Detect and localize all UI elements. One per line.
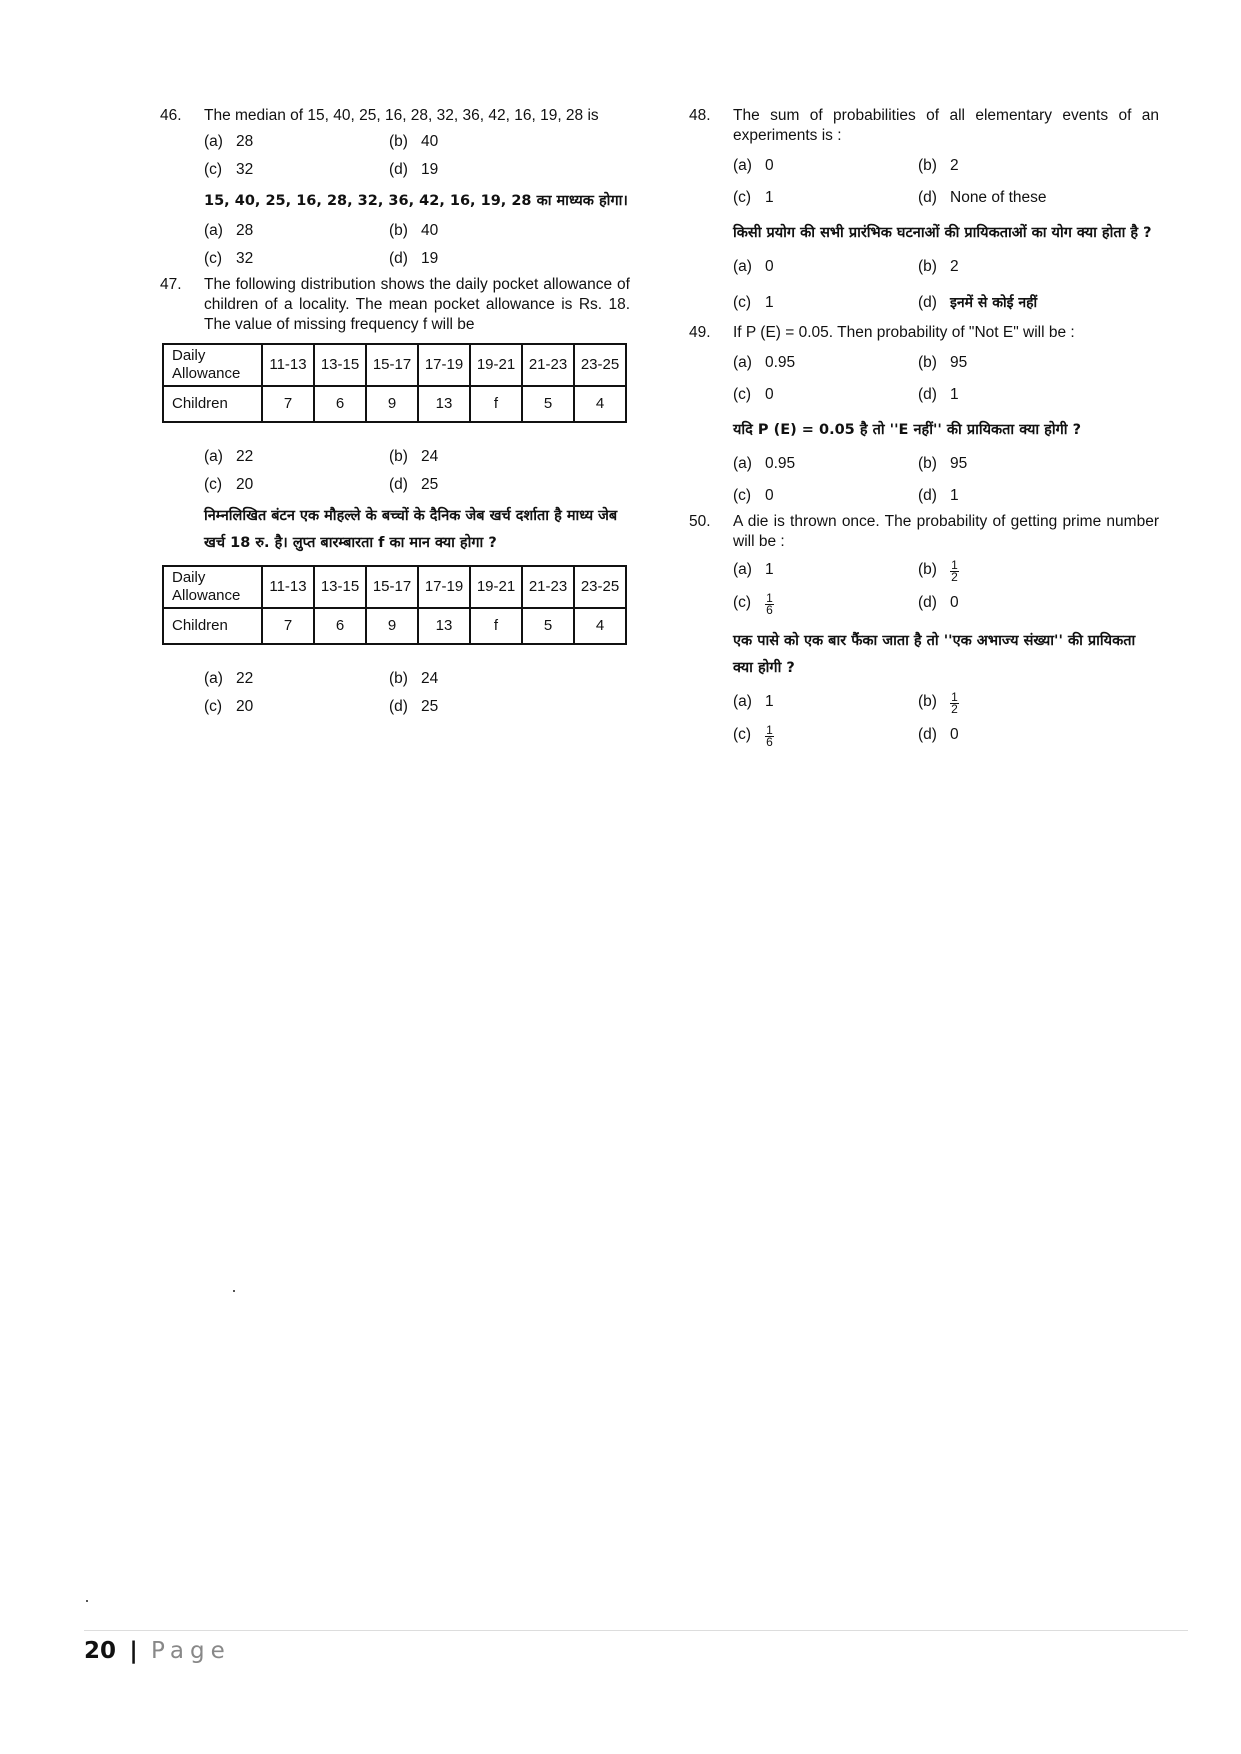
scan-speck — [233, 1290, 235, 1292]
table-cell: 4 — [574, 608, 626, 644]
page-number: 20 — [84, 1638, 117, 1664]
option-d: (d) 19 — [389, 161, 439, 178]
option-b: (b) 95 — [918, 455, 968, 472]
question-text: If P (E) = 0.05. Then probability of "Not E" will be : — [733, 324, 1075, 341]
distribution-table-hindi — [162, 565, 627, 645]
table-header-label: Daily Allowance — [163, 344, 262, 386]
option-c: (c) 0 — [733, 487, 774, 504]
option-c: (c) 20 — [204, 476, 254, 493]
question-hindi-text: 15, 40, 25, 16, 28, 32, 36, 42, 16, 19, 28 का माध्यक होगा। — [204, 193, 628, 209]
footer-separator: | — [129, 1638, 138, 1664]
option-a: (a) 0.95 — [733, 455, 796, 472]
table-cell: 13-15 — [314, 344, 366, 386]
table-cell: 7 — [262, 608, 314, 644]
table-cell: 4 — [574, 386, 626, 422]
question-number: 47. — [160, 276, 182, 293]
question-hindi-text: किसी प्रयोग की सभी प्रारंभिक घटनाओं की प्रायिकताओं का योग क्या होता है ? — [733, 225, 1152, 241]
table-cell: 9 — [366, 386, 418, 422]
table-cell: 11-13 — [262, 566, 314, 608]
option-a: (a) 28 — [204, 222, 254, 239]
table-cell: 6 — [314, 608, 366, 644]
question-46 — [160, 106, 630, 126]
table-cell: 11-13 — [262, 344, 314, 386]
option-a: (a) 1 — [733, 693, 774, 710]
table-cell: 6 — [314, 386, 366, 422]
footer-rule — [84, 1630, 1188, 1631]
question-number: 49. — [689, 324, 711, 341]
option-d: (d) 1 — [918, 386, 959, 403]
option-d: (d) 1 — [918, 487, 959, 504]
option-c: (c) 1 — [733, 189, 774, 206]
question-50 — [689, 512, 1159, 552]
question-text: A die is thrown once. The probability of getting prime number will be : — [733, 513, 1159, 550]
table-cell: 21-23 — [522, 344, 574, 386]
table-cell: 7 — [262, 386, 314, 422]
table-cell: 13 — [418, 608, 470, 644]
option-d: (d) 0 — [918, 594, 959, 611]
question-text: The following distribution shows the daily pocket allowance of children of a locality. The mean pocket allowance is Rs. 18. The value of missing frequency f will be — [204, 276, 630, 333]
table-cell: 13-15 — [314, 566, 366, 608]
question-number: 48. — [689, 107, 711, 124]
right-column — [689, 106, 1159, 748]
table-cell: 21-23 — [522, 566, 574, 608]
option-d: (d) None of these — [918, 189, 1047, 206]
table-cell: f — [470, 386, 522, 422]
table-row — [163, 344, 626, 386]
table-cell: 5 — [522, 386, 574, 422]
option-a: (a) 0 — [733, 258, 774, 275]
table-cell: 17-19 — [418, 344, 470, 386]
hindi-options-47 — [204, 669, 630, 717]
option-a: (a) 0.95 — [733, 354, 796, 371]
option-b: (b) 2 — [918, 258, 959, 275]
table-cell: 13 — [418, 386, 470, 422]
page-footer — [84, 1638, 231, 1664]
option-d: (d) इनमें से कोई नहीं — [918, 294, 1038, 311]
option-c: (c) $\frac{1}{6}$ — [733, 591, 773, 617]
table-cell: 9 — [366, 608, 418, 644]
options-49 — [733, 353, 1159, 405]
hindi-options-48 — [733, 257, 1159, 313]
fraction: $\frac{1}{2}$ — [951, 558, 958, 584]
question-48 — [689, 106, 1159, 146]
options-50 — [733, 560, 1159, 616]
question-number: 50. — [689, 513, 711, 530]
options-48 — [733, 156, 1159, 208]
table-cell: 19-21 — [470, 344, 522, 386]
question-hindi-text: यदि P (E) = 0.05 है तो ''E नहीं'' की प्रायिकता क्या होगी ? — [733, 422, 1082, 438]
question-hindi-text: निम्नलिखित बंटन एक मौहल्ले के बच्चों के दैनिक जेब खर्च दर्शाता है माध्य जेब खर्च 18 रु. है। लुप्त बारम्बारता f का मान क्या होगा ? — [204, 508, 618, 551]
question-text: The sum of probabilities of all elementary events of an experiments is : — [733, 107, 1159, 144]
option-d: (d) 0 — [918, 726, 959, 743]
page-word: Page — [151, 1638, 231, 1664]
question-number: 46. — [160, 107, 182, 124]
option-d: (d) 25 — [389, 476, 439, 493]
question-47 — [160, 275, 630, 335]
table-header-label: Daily Allowance — [163, 566, 262, 608]
fraction: $\frac{1}{6}$ — [766, 723, 773, 749]
option-b: (b) 24 — [389, 448, 439, 465]
option-b: (b) 40 — [389, 133, 439, 150]
option-c: (c) 1 — [733, 294, 774, 311]
options-47 — [204, 447, 630, 495]
option-c: (c) 32 — [204, 250, 254, 267]
distribution-table — [162, 343, 627, 423]
option-c: (c) 0 — [733, 386, 774, 403]
option-a: (a) 22 — [204, 670, 254, 687]
table-row-label: Children — [163, 608, 262, 644]
hindi-options-46 — [204, 221, 630, 269]
left-column — [160, 106, 630, 717]
table-cell: 17-19 — [418, 566, 470, 608]
option-a: (a) 1 — [733, 561, 774, 578]
option-c: (c) $\frac{1}{6}$ — [733, 723, 773, 749]
option-b: (b) $\frac{1}{2}$ — [918, 690, 958, 716]
table-row — [163, 608, 626, 644]
options-46 — [204, 132, 630, 180]
option-a: (a) 0 — [733, 157, 774, 174]
scan-speck — [86, 1600, 88, 1602]
option-c: (c) 20 — [204, 698, 254, 715]
hindi-options-49 — [733, 454, 1159, 506]
option-a: (a) 28 — [204, 133, 254, 150]
question-hindi-text: एक पासे को एक बार फैंका जाता है तो ''एक अभाज्य संख्या'' की प्रायिकता क्या होगी ? — [733, 633, 1136, 676]
table-cell: 19-21 — [470, 566, 522, 608]
option-c: (c) 32 — [204, 161, 254, 178]
table-cell: 15-17 — [366, 344, 418, 386]
option-b: (b) $\frac{1}{2}$ — [918, 558, 958, 584]
option-b: (b) 2 — [918, 157, 959, 174]
fraction: $\frac{1}{6}$ — [766, 591, 773, 617]
option-d: (d) 25 — [389, 698, 439, 715]
fraction: $\frac{1}{2}$ — [951, 690, 958, 716]
table-cell: 23-25 — [574, 566, 626, 608]
table-cell: 5 — [522, 608, 574, 644]
table-row-label: Children — [163, 386, 262, 422]
hindi-options-50 — [733, 692, 1159, 748]
table-cell: 15-17 — [366, 566, 418, 608]
option-a: (a) 22 — [204, 448, 254, 465]
table-row — [163, 566, 626, 608]
table-row — [163, 386, 626, 422]
option-b: (b) 95 — [918, 354, 968, 371]
question-text: The median of 15, 40, 25, 16, 28, 32, 36, 42, 16, 19, 28 is — [204, 107, 599, 124]
option-b: (b) 40 — [389, 222, 439, 239]
table-cell: 23-25 — [574, 344, 626, 386]
option-d: (d) 19 — [389, 250, 439, 267]
question-49 — [689, 323, 1159, 343]
table-cell: f — [470, 608, 522, 644]
option-b: (b) 24 — [389, 670, 439, 687]
